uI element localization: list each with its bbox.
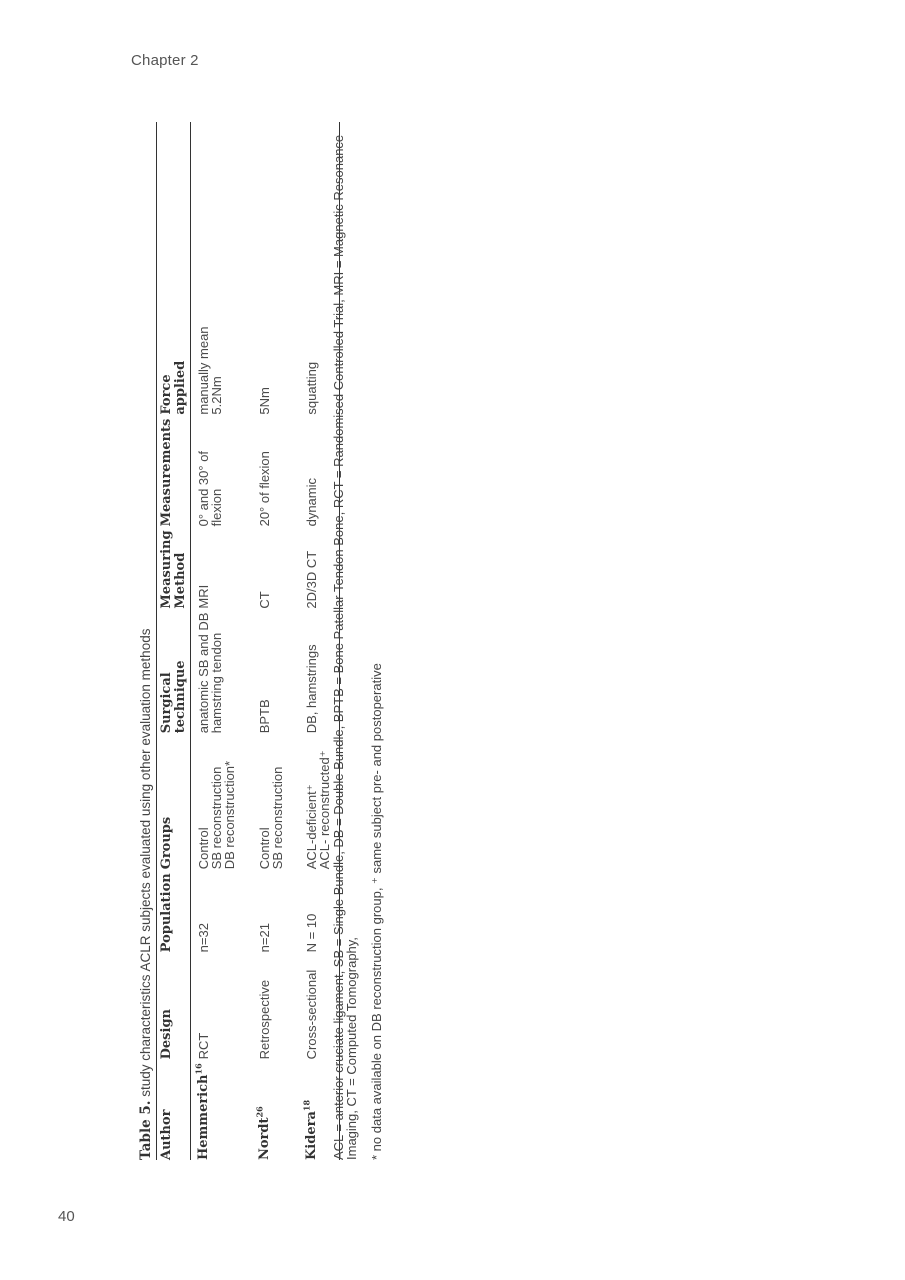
force-applied-cell [252, 322, 299, 414]
surgical-technique-cell [252, 609, 299, 734]
measurement-line: flexion [209, 488, 224, 527]
group-line: SB reconstruction [270, 766, 285, 870]
study-characteristics-table [156, 122, 340, 1160]
header-force-applied: Force applied [157, 322, 191, 414]
spacer-cell [191, 122, 253, 322]
table-caption-text: study characteristics ACLR subjects evaluated using other evaluation methods [138, 628, 153, 1101]
header-design: Design [157, 952, 191, 1059]
page-number: 40 [58, 1208, 75, 1225]
force-line: manually mean [196, 326, 211, 415]
author-cell [191, 1059, 253, 1160]
rotated-table-block [138, 80, 438, 1160]
author-name: Nordt [257, 1117, 272, 1160]
table-caption [138, 629, 154, 1160]
group-line: Control [257, 827, 272, 870]
population-cell: n=32 [196, 923, 211, 953]
author-name: Kidera [304, 1111, 319, 1160]
population-cell: n=21 [257, 923, 272, 953]
measurement-line: dynamic [304, 477, 319, 527]
reference-number: 26 [254, 1106, 265, 1118]
group-line: Control [196, 827, 211, 870]
measurements-cell [191, 415, 253, 527]
measuring-method-cell: MRI [196, 584, 211, 609]
technique-line: BPTB [257, 699, 272, 734]
symbols-footnote: * no data available on DB reconstruction group, ⁺ same subject pre- and postoperative [369, 663, 384, 1160]
technique-line: hamstring tendon [209, 632, 224, 734]
design-cell: RCT [196, 1032, 211, 1060]
reference-number: 18 [301, 1099, 312, 1112]
surgical-technique-cell [191, 609, 253, 734]
table-row [191, 122, 253, 1160]
running-head: Chapter 2 [131, 52, 199, 69]
population-cell: N = 10 [299, 869, 340, 952]
header-spacer [157, 122, 191, 322]
measurements-cell [252, 415, 299, 527]
groups-cell [252, 733, 299, 869]
force-line: 5.2Nm [209, 376, 224, 415]
force-line: squatting [304, 361, 319, 415]
group-line: ACL- reconstructed⁺ [317, 750, 332, 870]
force-applied-cell [191, 322, 253, 414]
technique-line: DB, hamstrings [304, 644, 319, 734]
group-line: ACL-deficient⁺ [304, 784, 319, 870]
groups-cell [191, 733, 253, 869]
header-population: Population [157, 869, 191, 952]
abbreviations-footnote: ACL = anterior cruciate ligament, SB = Single Bundle, DB = Double Bundle, BPTB = Bone Patellar Tendon Bone, RCT = Randomised Controlled Trial, MRI = Magnetic Resonance Imaging, CT = Computed Tomography, [331, 134, 359, 1160]
group-line: DB reconstruction* [222, 760, 237, 870]
design-cell: Cross-sectional [299, 952, 340, 1059]
measurement-line: 0° and 30° of [196, 450, 211, 527]
header-author: Author [157, 1059, 191, 1160]
measurement-line: 20° of flexion [257, 451, 272, 527]
header-measuring-method: Measuring Method [157, 526, 191, 608]
table-row [252, 122, 299, 1160]
header-measurements: Measurements [157, 415, 191, 527]
table-caption-label: Table 5. [138, 1100, 154, 1160]
author-name: Hemmerich [196, 1074, 211, 1160]
reference-number: 16 [193, 1063, 204, 1075]
header-groups: Groups [157, 733, 191, 869]
measuring-method-cell: CT [257, 591, 272, 609]
author-cell [252, 1059, 299, 1160]
spacer-cell [252, 122, 299, 322]
force-line: 5Nm [257, 387, 272, 415]
header-surgical-technique: Surgical technique [157, 609, 191, 734]
design-cell: Retrospective [257, 979, 272, 1060]
table-header-row [157, 122, 191, 1160]
technique-line: anatomic SB and DB [196, 612, 211, 734]
measuring-method-cell: 2D/3D CT [299, 526, 340, 608]
group-line: SB reconstruction [209, 766, 224, 870]
